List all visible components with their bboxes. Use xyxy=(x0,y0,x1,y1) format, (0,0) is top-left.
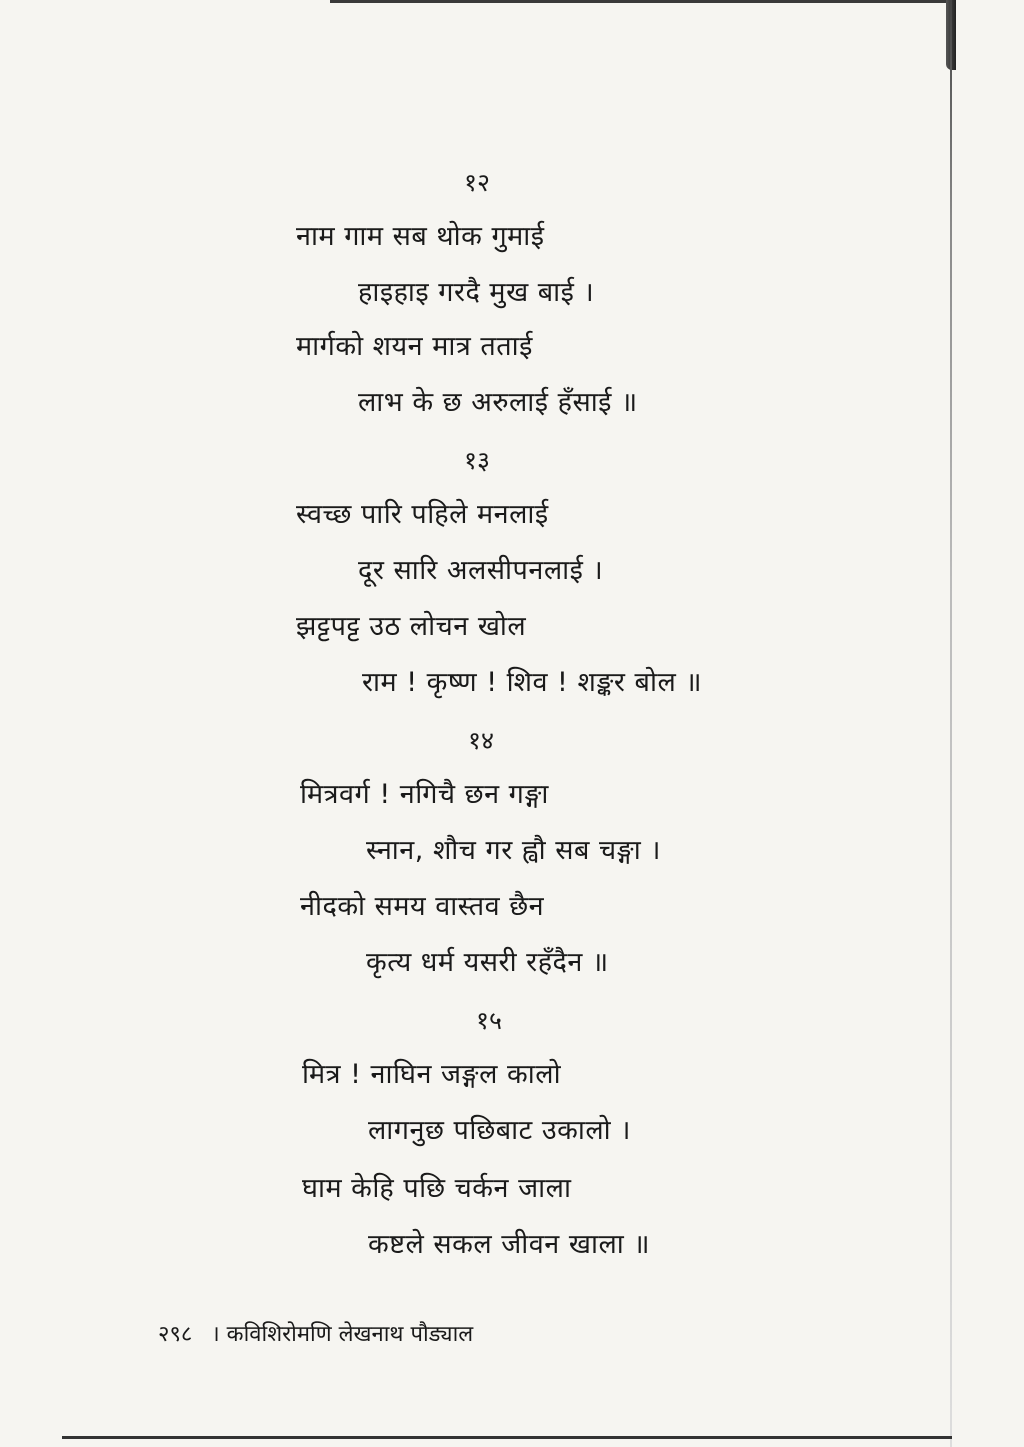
verse-line: मित्र ! नाघिन जङ्गल कालो xyxy=(302,1059,562,1090)
verse-line: हाइहाइ गरदै मुख बाई । xyxy=(358,277,595,308)
verse-line: नीदको समय वास्तव छैन xyxy=(300,891,545,922)
stanza-number: १५ xyxy=(476,1006,503,1035)
stanza-number: १३ xyxy=(464,446,491,475)
verse-line: घाम केहि पछि चर्कन जाला xyxy=(302,1173,572,1204)
verse-line: स्नान, शौच गर ह्वौ सब चङ्गा । xyxy=(366,835,662,866)
page-footer xyxy=(158,1320,473,1350)
verse-line: मित्रवर्ग ! नगिचै छन गङ्गा xyxy=(300,779,549,810)
stanza-number: १४ xyxy=(468,726,495,755)
verse-line: झट्टपट्ट उठ लोचन खोल xyxy=(296,611,527,642)
verse-line: लागनुछ पछिबाट उकालो । xyxy=(368,1115,631,1146)
stanza-number: १२ xyxy=(464,168,491,197)
verse-line: दूर सारि अलसीपनलाई । xyxy=(358,555,604,586)
verse-line: कष्टले सकल जीवन खाला ॥ xyxy=(368,1229,651,1260)
footer-separator: । xyxy=(211,1322,220,1347)
verse-line: कृत्य धर्म यसरी रहँदैन ॥ xyxy=(366,947,609,978)
verse-line: स्वच्छ पारि पहिले मनलाई xyxy=(296,499,549,530)
verse-line: लाभ के छ अरुलाई हँसाई ॥ xyxy=(358,387,638,418)
verse-line: नाम गाम सब थोक गुमाई xyxy=(296,221,545,252)
verse-line: राम ! कृष्ण ! शिव ! शङ्कर बोल ॥ xyxy=(362,667,703,698)
book-title: कविशिरोमणि लेखनाथ पौड्याल xyxy=(226,1322,474,1347)
page-number: २९८ xyxy=(158,1322,193,1347)
verse-line: मार्गको शयन मात्र तताई xyxy=(296,331,533,362)
